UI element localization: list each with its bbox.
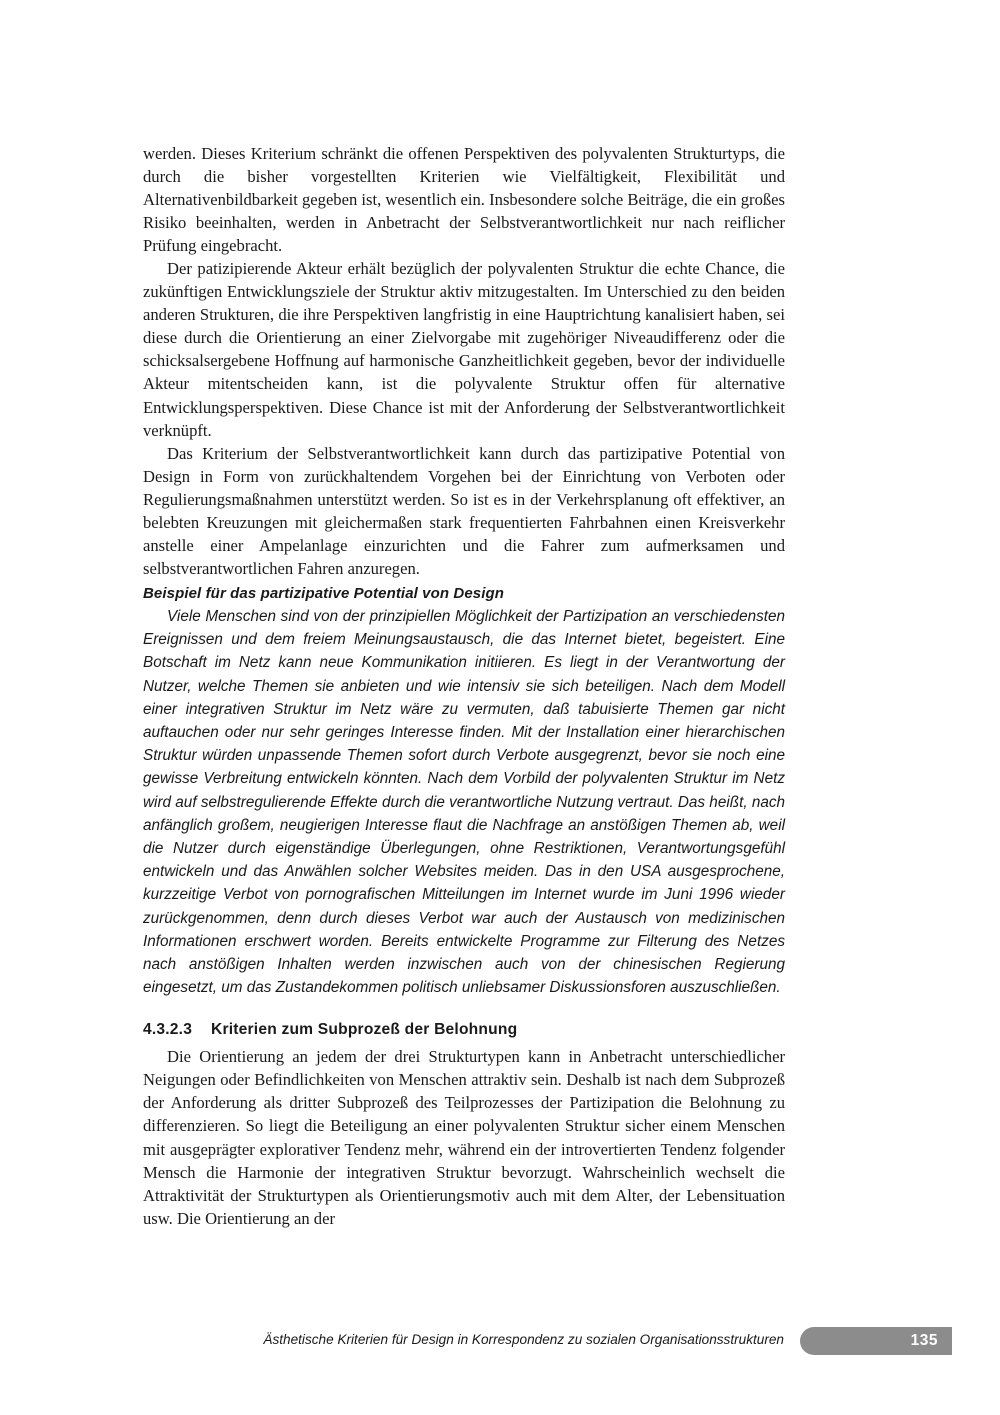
section-paragraph: Die Orientierung an jedem der drei Strukturtypen kann in Anbetracht unterschiedlicher Neigungen oder Befindlichkeiten von Menschen attraktiv sein. Deshalb ist nach dem Subprozeß der Anforderung als dritter Subprozeß des Teilprozesses der Partizipation die Belohnung zu differenzieren. So liegt die Beteiligung an einer polyvalenten Struktur sicher einem Menschen mit ausgeprägter explorativer Tendenz mehr, während ein der introvertierten Tendenz folgender Mensch die Harmonie der integrativen Struktur bevorzugt. Wahrscheinlich wechselt die Attraktivität der Strukturtypen als Orientierungsmotiv auch mit dem Alter, der Lebensituation usw. Die Orientierung an der bbox=[143, 1047, 785, 1228]
example-heading: Beispiel für das partizipative Potential von Design bbox=[143, 584, 505, 602]
page-number: 135 bbox=[910, 1332, 938, 1349]
running-footer-title: Ästhetische Kriterien für Design in Korrespondenz zu sozialen Organisationsstrukturen bbox=[263, 1332, 784, 1347]
page-number-tab bbox=[800, 1327, 952, 1355]
section-heading bbox=[143, 1019, 785, 1041]
body-paragraph-3: Das Kriterium der Selbstverantwortlichkeit kann durch das partizipative Potential von Design in Form von zurückhaltendem Vorgehen bei der Einrichtung von Verboten oder Regulierungsmaßnahmen unterstützt werden. So ist es in der Verkehrsplanung oft effektiver, an belebten Kreuzungen mit gleichermaßen stark frequentierten Fahrbahnen einen Kreisverkehr anstelle einer Ampelanlage einzurichten und die Fahrer zum aufmerksamen und selbstverantwortlichen Fahren anzuregen. bbox=[143, 443, 785, 578]
body-paragraph-2: Der patizipierende Akteur erhält bezüglich der polyvalenten Struktur die echte Chance, die zukünftigen Entwicklungsziele der Struktur aktiv mitzugestalten. Im Unterschied zu den beiden anderen Strukturen, die ihre Perspektiven langfristig in eine Hauptrichtung kanalisiert haben, sei diese durch die Orientierung an einer Zielvorgabe mit zugehöriger Niveaudifferenz oder die schicksalsergebene Hoffnung auf harmonische Ganzheitlichkeit gegeben, bevor der individuelle Akteur mitentscheiden kann, ist die polyvalente Struktur offen für alternative Entwicklungsperspektiven. Diese Chance ist mit der Anforderung der Selbstverantwortlichkeit verknüpft. bbox=[143, 259, 785, 440]
page-content bbox=[143, 142, 785, 1230]
section-title: Kriterien zum Subprozeß der Belohnung bbox=[211, 1021, 518, 1039]
section-number: 4.3.2.3 bbox=[143, 1021, 193, 1039]
example-text: Viele Menschen sind von der prinzipiellen Möglichkeit der Partizipation an verschiedensten Ereignissen und dem freiem Meinungsaustausch, die das Internet bietet, begeistert. Eine Botschaft im Netz kann neue Kommunikation initiieren. Es liegt in der Verantwortung der Nutzer, welche Themen sie anbieten und wie intensiv sie sich beteiligen. Nach dem Modell einer integrativen Struktur im Netz wäre zu vermuten, daß tabuisierte Themen gar nicht auftauchen oder nur sehr geringes Interesse finden. Mit der Installation einer hierarchischen Struktur würden unpassende Themen sofort durch Verbote ausgegrenzt, bevor sie noch eine gewisse Verbreitung entwickeln könnten. Nach dem Vorbild der polyvalenten Struktur im Netz wird auf selbstregulierende Effekte durch die verantwortliche Nutzung vertraut. Das heißt, nach anfänglich großem, neugierigen Interesse flaut die Nachfrage an anstößigen Themen ab, weil die Nutzer durch eigenständige Überlegungen, ohne Restriktionen, Verantwortungsgefühl entwickeln und das Anwählen solcher Websites meiden. Das in den USA ausgesprochene, kurzzeitige Verbot von pornografischen Mitteilungen im Internet wurde im Juni 1996 wieder zurückgenommen, denn durch dieses Verbot war auch der Austausch von medizinischen Informationen erschwert worden. Bereits entwickelte Programme zur Filterung des Netzes nach anstößigen Inhalten werden inzwischen auch von der chinesischen Regierung eingesetzt, um das Zustandekommen politisch unliebsamer Diskussionsforen auszuschließen. bbox=[143, 607, 785, 997]
body-paragraph-1: werden. Dieses Kriterium schränkt die offenen Perspektiven des polyvalenten Strukturtyps, die durch die bisher vorgestellten Kriterien wie Vielfältigkeit, Flexibilität und Alternativenbildbarkeit gegeben ist, wesentlich ein. Insbesondere solche Beiträge, die ein großes Risiko beeinhalten, werden in Anbetracht der Selbstverantwortlichkeit nur nach reiflicher Prüfung eingebracht. bbox=[143, 144, 785, 256]
example-box bbox=[143, 582, 785, 999]
